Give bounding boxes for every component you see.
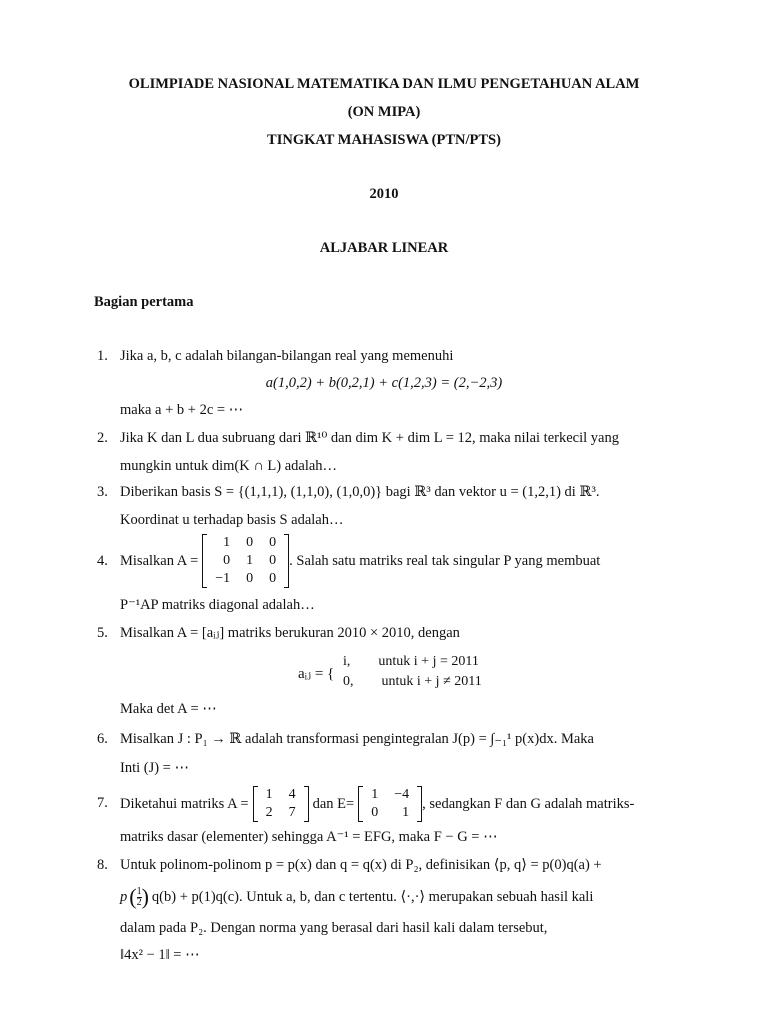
fraction-paren-close: ): [141, 884, 149, 909]
matrix-a-cell: 0: [269, 571, 277, 586]
matrix-a-cell: 0: [246, 571, 254, 586]
matrix-a-cell: 0: [269, 535, 277, 550]
problem-3-line-2: Koordinat u terhadap basis S adalah…: [120, 512, 344, 528]
problem-8-line-1: Untuk polinom-polinom p = p(x) dan q = q(x) di P₂, definisikan ⟨p, q⟩ = p(0)q(a) +: [120, 857, 602, 873]
fraction-denominator: 2: [136, 896, 142, 908]
matrix-e-2x2: [358, 786, 422, 822]
problem-3-line-1: Diberikan basis S = {(1,1,1), (1,1,0), (1,0,0)} bagi ℝ³ dan vektor u = (1,2,1) di ℝ³.: [120, 484, 600, 500]
section-title: Bagian pertama: [94, 294, 194, 310]
matrix-a-2x2-cell: 2: [265, 805, 273, 820]
problem-8-line-2: [120, 882, 593, 912]
matrix-e-2x2-row: [363, 786, 417, 804]
problem-5-number: 5.: [97, 625, 108, 641]
matrix-e-2x2-cell: −4: [394, 787, 410, 802]
problem-1-equation: a(1,0,2) + b(0,2,1) + c(1,2,3) = (2,−2,3): [265, 375, 503, 391]
problem-4-lead: Misalkan A =: [120, 552, 199, 569]
matrix-e-2x2-cell: 1: [402, 805, 410, 820]
problem-5-lhs: aᵢⱼ = {: [298, 666, 335, 682]
year: 2010: [369, 186, 399, 202]
problem-4-number: 4.: [97, 553, 108, 569]
matrix-a-cell: 0: [246, 535, 254, 550]
problem-7-lead: Diketahui matriks A =: [120, 795, 249, 812]
title-line-1: OLIMPIADE NASIONAL MATEMATIKA DAN ILMU PENGETAHUAN ALAM: [128, 76, 640, 92]
problem-7-line-2: matriks dasar (elementer) sehingga A⁻¹ = EFG, maka F − G = ⋯: [120, 829, 498, 845]
problem-7-number: 7.: [97, 795, 108, 811]
problem-5-tail: Maka det A = ⋯: [120, 701, 217, 717]
problem-1-tail: maka a + b + 2c = ⋯: [120, 402, 244, 418]
matrix-a-cell: 1: [223, 535, 231, 550]
problem-8-line-4: ‖4x² − 1‖ = ⋯: [120, 947, 200, 963]
problem-7-mid: dan E=: [312, 795, 355, 812]
matrix-a-cell: 1: [246, 553, 254, 568]
matrix-e-2x2-cell: 0: [371, 805, 379, 820]
matrix-a-2x2-row: [258, 786, 304, 804]
problem-5-line-1: Misalkan A = [aᵢⱼ] matriks berukuran 2010 × 2010, dengan: [120, 625, 460, 641]
problem-7-after: , sedangkan F dan G adalah matriks-: [422, 795, 635, 812]
problem-8-number: 8.: [97, 857, 108, 873]
title-line-3: TINGKAT MAHASISWA (PTN/PTS): [267, 132, 501, 148]
matrix-e-2x2-cell: 1: [371, 787, 379, 802]
problem-4-line-2: P⁻¹AP matriks diagonal adalah…: [120, 597, 315, 613]
matrix-a-row: [207, 534, 284, 552]
matrix-a-cell: 0: [223, 553, 231, 568]
problem-6-line-2: Inti (J) = ⋯: [120, 760, 189, 776]
matrix-a-2x2-cell: 1: [265, 787, 273, 802]
problem-8-p: p: [120, 888, 128, 905]
matrix-a-cell: −1: [215, 571, 231, 586]
problem-5-case-2: 0, untuk i + j ≠ 2011: [343, 674, 482, 689]
problem-8-line-2-rest: q(b) + p(1)q(c). Untuk a, b, dan c tertentu. ⟨·,·⟩ merupakan sebuah hasil kali: [151, 888, 594, 905]
matrix-a-2x2-cell: 4: [288, 787, 296, 802]
matrix-a-2x2: [253, 786, 309, 822]
fraction-numerator: 1: [136, 885, 142, 897]
matrix-a-cell: 0: [269, 553, 277, 568]
matrix-a-row: [207, 570, 284, 588]
matrix-a-2x2-row: [258, 804, 304, 822]
problem-1-number: 1.: [97, 348, 108, 364]
problem-1-text: Jika a, b, c adalah bilangan-bilangan real yang memenuhi: [120, 348, 454, 364]
problem-4-row: [120, 534, 600, 588]
matrix-a: [202, 534, 289, 588]
problem-6-line-1: Misalkan J : P₁ → ℝ adalah transformasi pengintegralan J(p) = ∫₋₁¹ p(x)dx. Maka: [120, 731, 594, 747]
problem-6-number: 6.: [97, 731, 108, 747]
matrix-a-row: [207, 552, 284, 570]
problem-4-after: . Salah satu matriks real tak singular P yang membuat: [289, 552, 601, 569]
problem-2-line-1: Jika K dan L dua subruang dari ℝ¹⁰ dan dim K + dim L = 12, maka nilai terkecil yang: [120, 430, 619, 446]
problem-5-case-1: i, untuk i + j = 2011: [343, 654, 479, 669]
problem-3-number: 3.: [97, 484, 108, 500]
matrix-a-2x2-cell: 7: [288, 805, 296, 820]
problem-2-number: 2.: [97, 430, 108, 446]
problem-7-row: [120, 785, 634, 823]
fraction-paren-open: (: [129, 884, 137, 909]
matrix-e-2x2-row: [363, 804, 417, 822]
problem-2-line-2: mungkin untuk dim(K ∩ L) adalah…: [120, 458, 338, 474]
subject-title: ALJABAR LINEAR: [319, 240, 449, 256]
problem-8-line-3: dalam pada P₂. Dengan norma yang berasal dari hasil kali dalam tersebut,: [120, 920, 548, 936]
title-line-2: (ON MIPA): [347, 104, 421, 120]
